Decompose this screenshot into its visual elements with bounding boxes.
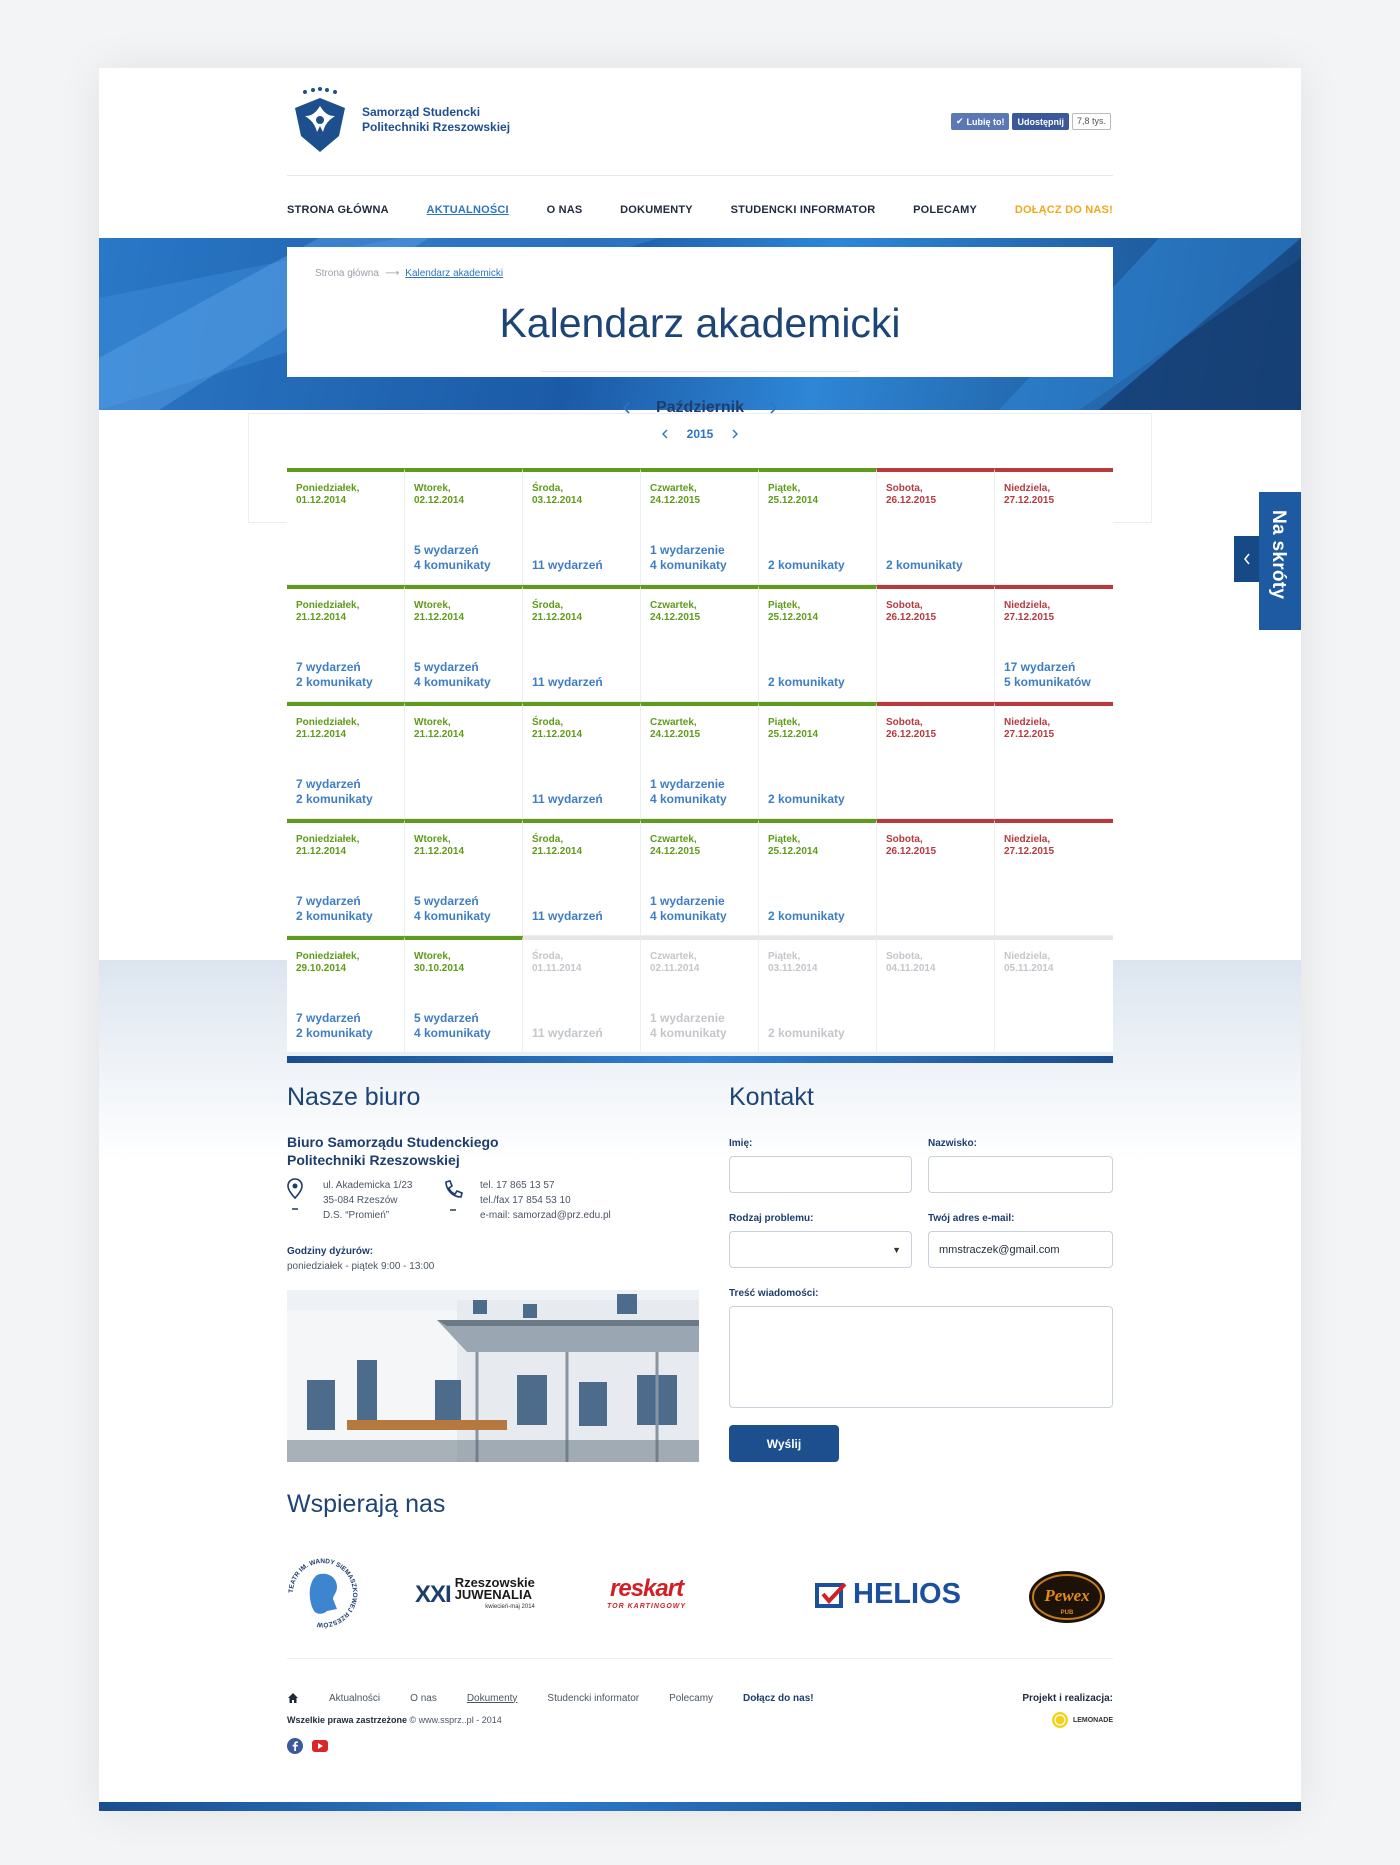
calendar-day[interactable]: Piątek, 25.12.2014 2 komunikaty bbox=[759, 702, 877, 819]
footer-nav bbox=[287, 1692, 814, 1704]
sponsor-helios-logo[interactable]: HELIOS bbox=[815, 1578, 961, 1611]
sponsors-heading: Wspierają nas bbox=[287, 1490, 446, 1518]
logo-emblem-icon bbox=[287, 86, 353, 154]
footer-link-informator[interactable]: Studencki informator bbox=[547, 1692, 640, 1704]
breadcrumb bbox=[315, 268, 503, 279]
office-contact: tel. 17 865 13 57 tel./fax 17 854 53 10 e-mail: samorzad@prz.edu.pl bbox=[480, 1180, 611, 1221]
office-name: Biuro Samorządu Studenckiego Politechniki Rzeszowskiej bbox=[287, 1134, 499, 1168]
footer-link-documents[interactable]: Dokumenty bbox=[466, 1692, 518, 1704]
calendar-day[interactable]: Sobota, 26.12.2015 bbox=[877, 585, 995, 702]
location-pin-icon bbox=[287, 1178, 303, 1212]
like-button[interactable]: ✔ Lubię to! bbox=[951, 113, 1010, 130]
credit-label: Projekt i realizacja: bbox=[1022, 1693, 1113, 1704]
problem-type-label: Rodzaj problemu: bbox=[729, 1213, 814, 1224]
nav-join[interactable]: DOŁĄCZ DO NAS! bbox=[1014, 204, 1113, 216]
copyright: Wszelkie prawa zastrzeżone © www.ssprz..pl - 2014 bbox=[287, 1715, 502, 1725]
share-button[interactable]: Udostępnij bbox=[1012, 113, 1069, 130]
shortcuts-tab-label: Na skróty bbox=[1268, 510, 1289, 600]
calendar-day[interactable]: Wtorek, 21.12.2014 5 wydarzeń 4 komunikaty bbox=[405, 585, 523, 702]
next-month-chevron-right-icon[interactable] bbox=[768, 401, 778, 415]
nav-divider bbox=[287, 175, 1113, 176]
chevron-left-icon bbox=[1243, 552, 1251, 566]
sponsor-juwenalia-logo[interactable]: XXI Rzeszowskie JUWENALIA kwiecień-maj 2014 bbox=[415, 1575, 535, 1610]
page-title: Kalendarz akademicki bbox=[499, 300, 901, 346]
bottom-bar bbox=[99, 1802, 1301, 1811]
calendar-day[interactable]: Czwartek, 24.12.2015 1 wydarzenie 4 komunikaty bbox=[641, 819, 759, 936]
like-count: 7,8 tys. bbox=[1072, 113, 1111, 130]
submit-button[interactable]: Wyślij bbox=[729, 1425, 839, 1462]
prev-month-chevron-left-icon[interactable] bbox=[622, 401, 632, 415]
calendar-day[interactable]: Środa, 21.12.2014 11 wydarzeń bbox=[523, 702, 641, 819]
message-label: Treść wiadomości: bbox=[729, 1288, 819, 1299]
calendar-day[interactable]: Środa, 03.12.2014 11 wydarzeń bbox=[523, 468, 641, 585]
calendar-day[interactable]: Poniedziałek, 01.12.2014 bbox=[287, 468, 405, 585]
calendar-day[interactable]: Środa, 01.11.2014 11 wydarzeń bbox=[523, 936, 641, 1053]
footer-link-news[interactable]: Aktualności bbox=[329, 1692, 381, 1704]
sponsor-teatr-logo[interactable] bbox=[287, 1553, 359, 1633]
nav-home[interactable]: STRONA GŁÓWNA bbox=[287, 204, 389, 216]
office-heading: Nasze biuro bbox=[287, 1083, 421, 1111]
prev-year-chevron-left-icon[interactable] bbox=[661, 428, 669, 440]
title-divider bbox=[540, 371, 860, 372]
sponsor-reskart-logo[interactable]: reskart TOR KARTINGOWY bbox=[607, 1575, 687, 1610]
calendar-day[interactable]: Czwartek, 24.12.2015 bbox=[641, 585, 759, 702]
calendar-day[interactable]: Niedziela, 27.12.2015 bbox=[995, 819, 1113, 936]
site-logo[interactable] bbox=[287, 86, 510, 154]
calendar-day[interactable]: Czwartek, 24.12.2015 1 wydarzenie 4 komunikaty bbox=[641, 468, 759, 585]
footer-social bbox=[287, 1738, 329, 1754]
side-tab-toggle[interactable] bbox=[1234, 536, 1259, 582]
sponsor-pub-logo[interactable] bbox=[1027, 1569, 1107, 1625]
calendar-day[interactable]: Sobota, 04.11.2014 bbox=[877, 936, 995, 1053]
office-address: ul. Akademicka 1/23 35-084 Rzeszów D.S. “Promień” bbox=[323, 1180, 413, 1221]
calendar-bottom-bar bbox=[287, 1056, 1113, 1063]
calendar-day[interactable]: Sobota, 26.12.2015 bbox=[877, 702, 995, 819]
message-textarea[interactable] bbox=[729, 1306, 1113, 1408]
helios-check-icon bbox=[815, 1582, 847, 1608]
footer-link-about[interactable]: O nas bbox=[410, 1692, 437, 1704]
current-month: Październik bbox=[655, 399, 745, 416]
arrow-right-icon: ⟶ bbox=[384, 268, 400, 279]
calendar-day[interactable]: Niedziela, 05.11.2014 bbox=[995, 936, 1113, 1053]
calendar-day[interactable]: Niedziela, 27.12.2015 bbox=[995, 468, 1113, 585]
nav-recommended[interactable]: POLECAMY bbox=[913, 204, 978, 216]
calendar-day[interactable]: Poniedziałek, 21.12.2014 7 wydarzeń 2 komunikaty bbox=[287, 585, 405, 702]
last-name-label: Nazwisko: bbox=[928, 1138, 977, 1149]
calendar-day[interactable]: Wtorek, 30.10.2014 5 wydarzeń 4 komunikaty bbox=[405, 936, 523, 1053]
nav-documents[interactable]: DOKUMENTY bbox=[620, 204, 693, 216]
shortcuts-tab[interactable] bbox=[1259, 492, 1301, 630]
office-email-link[interactable]: e-mail: samorzad@prz.edu.pl bbox=[480, 1210, 611, 1221]
calendar-day[interactable]: Piątek, 25.12.2014 2 komunikaty bbox=[759, 468, 877, 585]
year-switcher bbox=[287, 427, 1113, 441]
month-switcher bbox=[287, 399, 1113, 417]
calendar-day[interactable]: Czwartek, 02.11.2014 1 wydarzenie 4 komunikaty bbox=[641, 936, 759, 1053]
problem-type-select[interactable] bbox=[729, 1231, 912, 1268]
page bbox=[99, 68, 1301, 1811]
footer-link-recommended[interactable]: Polecamy bbox=[669, 1692, 714, 1704]
thumb-up-icon: ✔ bbox=[955, 116, 964, 126]
office-hours: poniedziałek - piątek 9:00 - 13:00 bbox=[287, 1261, 435, 1272]
footer-divider bbox=[287, 1658, 1113, 1659]
nav-about[interactable]: O NAS bbox=[546, 204, 583, 216]
calendar-day[interactable]: Piątek, 25.12.2014 2 komunikaty bbox=[759, 585, 877, 702]
calendar-day[interactable]: Sobota, 26.12.2015 2 komunikaty bbox=[877, 468, 995, 585]
home-icon[interactable] bbox=[287, 1692, 299, 1704]
caret-down-icon: ▼ bbox=[892, 1245, 901, 1255]
office-building-photo bbox=[287, 1290, 699, 1462]
calendar-day[interactable]: Poniedziałek, 21.12.2014 7 wydarzeń 2 komunikaty bbox=[287, 702, 405, 819]
calendar-day[interactable]: Wtorek, 21.12.2014 5 wydarzeń 4 komunikaty bbox=[405, 819, 523, 936]
calendar-day[interactable]: Sobota, 26.12.2015 bbox=[877, 819, 995, 936]
calendar-day[interactable]: Wtorek, 02.12.2014 5 wydarzeń 4 komunikaty bbox=[405, 468, 523, 585]
next-year-chevron-right-icon[interactable] bbox=[731, 428, 739, 440]
calendar-day[interactable]: Poniedziałek, 29.10.2014 7 wydarzeń 2 komunikaty bbox=[287, 936, 405, 1053]
contact-heading: Kontakt bbox=[729, 1083, 814, 1111]
first-name-label: Imię: bbox=[729, 1138, 753, 1149]
calendar-day[interactable]: Niedziela, 27.12.2015 17 wydarzeń 5 komunikatów bbox=[995, 585, 1113, 702]
facebook-icon[interactable] bbox=[287, 1738, 303, 1754]
email-input[interactable] bbox=[928, 1231, 1113, 1268]
logo-line-2: Politechniki Rzeszowskiej bbox=[362, 120, 511, 134]
nav-news[interactable]: AKTUALNOŚCI bbox=[426, 204, 509, 216]
lemonade-logo[interactable]: LEMONADE bbox=[1051, 1711, 1113, 1729]
phone-icon bbox=[443, 1179, 463, 1213]
calendar-day[interactable]: Środa, 21.12.2014 11 wydarzeń bbox=[523, 585, 641, 702]
facebook-widget bbox=[951, 113, 1111, 130]
first-name-input[interactable] bbox=[729, 1156, 912, 1193]
svg-text:PUB: PUB bbox=[1060, 1610, 1074, 1616]
svg-text:Pewex: Pewex bbox=[1044, 1586, 1090, 1605]
calendar-day[interactable]: Czwartek, 24.12.2015 1 wydarzenie 4 komunikaty bbox=[641, 702, 759, 819]
sponsors-row bbox=[287, 1553, 1113, 1643]
current-year: 2015 bbox=[686, 427, 714, 441]
calendar-grid bbox=[287, 468, 1113, 1053]
calendar-day[interactable]: Piątek, 25.12.2014 2 komunikaty bbox=[759, 819, 877, 936]
breadcrumb-current[interactable]: Kalendarz akademicki bbox=[405, 268, 504, 279]
calendar-day[interactable]: Poniedziałek, 21.12.2014 7 wydarzeń 2 komunikaty bbox=[287, 819, 405, 936]
nav-informator[interactable]: STUDENCKI INFORMATOR bbox=[730, 204, 876, 216]
breadcrumb-home[interactable]: Strona główna bbox=[315, 268, 379, 279]
last-name-input[interactable] bbox=[928, 1156, 1113, 1193]
calendar-day[interactable]: Wtorek, 21.12.2014 bbox=[405, 702, 523, 819]
calendar-day[interactable]: Środa, 21.12.2014 11 wydarzeń bbox=[523, 819, 641, 936]
calendar-day[interactable]: Piątek, 03.11.2014 2 komunikaty bbox=[759, 936, 877, 1053]
footer-link-join[interactable]: Dołącz do nas! bbox=[743, 1692, 814, 1704]
logo-line-1: Samorząd Studencki bbox=[362, 105, 481, 119]
email-label: Twój adres e-mail: bbox=[928, 1213, 1015, 1224]
lemon-icon bbox=[1051, 1711, 1069, 1729]
main-nav bbox=[287, 204, 1113, 216]
youtube-icon[interactable] bbox=[311, 1738, 329, 1754]
calendar-day[interactable]: Niedziela, 27.12.2015 bbox=[995, 702, 1113, 819]
svg-text:TEATR IM. WANDY SIEMASZKOWEJ R: TEATR IM. WANDY SIEMASZKOWEJ RZESZÓW bbox=[287, 1557, 359, 1629]
office-hours-label: Godziny dyżurów: bbox=[287, 1246, 374, 1257]
